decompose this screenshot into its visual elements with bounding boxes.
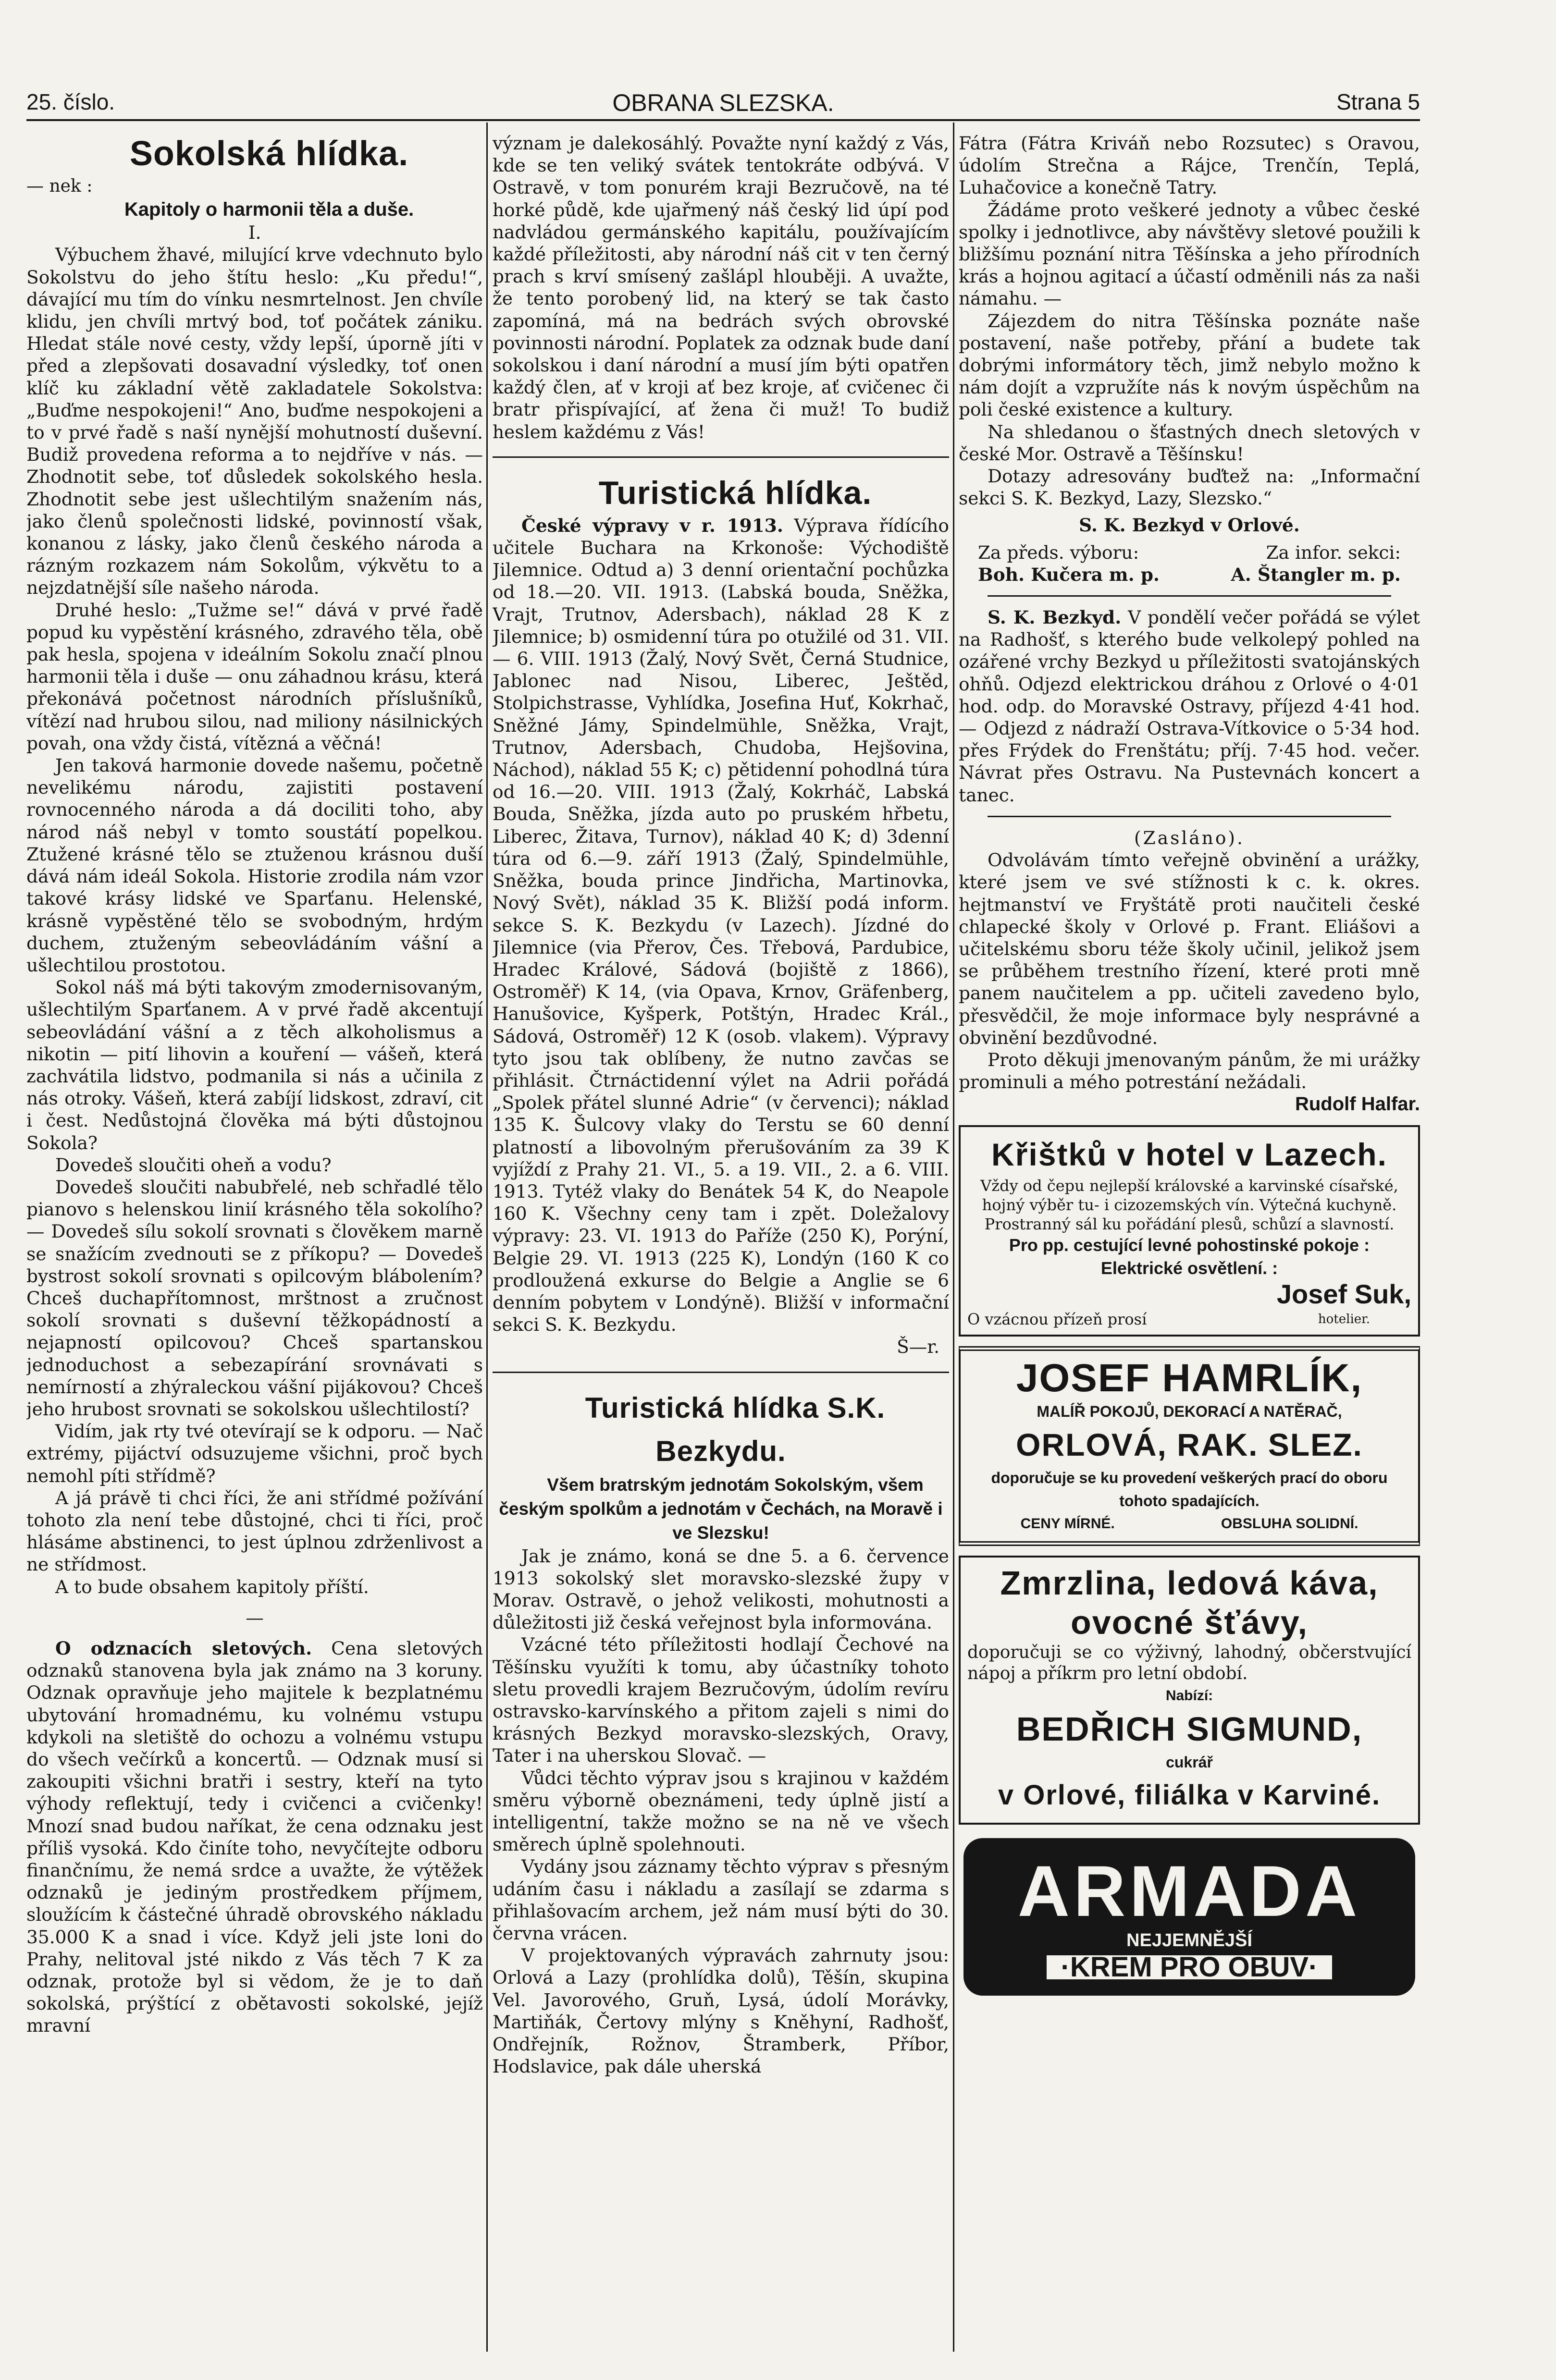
ad-confectioner-title: Zmrzlina, ledová káva, ovocné šťávy, — [1000, 1564, 1379, 1641]
article-subtitle: Kapitoly o harmonii těla a duše. — [124, 199, 414, 221]
issue-number: 25. číslo. — [26, 89, 115, 114]
ad-armada — [963, 1838, 1415, 1996]
ad-hotel-owner: Josef Suk, — [1276, 1278, 1411, 1309]
zaslano-signature: Rudolf Halfar. — [1295, 1093, 1420, 1115]
section-dash: — — [246, 1607, 264, 1628]
article-paragraph: Jak je známo, koná se dne 5. a 6. července 1913 sokolský slet moravsko-slezské župy v Morav. Ostravě, o jehož velikosti, mohutnosti a důležitosti již česká veřejnost byla informována. — [493, 1545, 949, 1633]
ad-painter-prices: CENY MÍRNÉ. — [1020, 1515, 1115, 1532]
continued-text: Fátra (Fátra Kriváň nebo Rozsutec) s Oravou, údolím Strečna a Rájce, Trenčín, Teplá, Luhačovice a konečně Tatry. — [959, 133, 1420, 198]
ad-armada-product: ·KREM PRO OBUV· — [1047, 1955, 1333, 1979]
chapter-number: I. — [248, 222, 261, 244]
ad-painter-service: OBSLUHA SOLIDNÍ. — [1221, 1515, 1358, 1532]
signature-names — [959, 564, 1420, 586]
expeditions-title: České výpravy v r. 1913. — [521, 515, 783, 536]
newspaper-title: OBRANA SLEZSKA. — [612, 89, 834, 116]
expeditions-signature: Š—r. — [897, 1336, 939, 1358]
article-paragraph: Výbuchem žhavé, milující krve vdechnuto bylo Sokolstvu do jeho štítu heslo: „Ku předu!“, dávající mu tím do vínku nesmrtelnost. Jen chvíle klidu, jen chvíli mrtvý bod, toť počátek zániku. Hledat stále nové cesty, vždy lepší, úporně jíti v před a zlepšovati dosavadní výsledky, toť onen klíč ku základní větě zakladatele Sokolstva: „Buďme nespokojeni!“ Ano, buďme nespokojeni a to v prvé řadě s naší nynější mohutností duševní. Budiž provedena reforma a to nejdříve v nás. — Zhodnotit sebe, toť důsledek sokolského hesla. Zhodnotit sebe jest ušlechtilým snažením nás, jako členů společnosti lidské, povinností však, konanou z lásky, jako členů českého národa a rázným rozkazem nám Sokolům, výkvětu to a nejzdatnější síle našeho národa. — [26, 244, 483, 599]
ad-hotel-title: Křištků v hotel v Lazech. — [991, 1136, 1387, 1172]
expeditions-text: Výprava řídícího učitele Buchara na Krkonoše: Východiště Jilemnice. Odtud a) 3 denní orientační pochůzka od 18.—20. VII. 1913. (Labská bouda, Sněžka, Vrajt, Trutnov, Adersbach), náklad 28 K z Jilemnice; b) osmidenní túra po otužilé od 31. VII. — 6. VIII. 1913 (Žalý, Nový Svět, Černá Studnice, Jablonec nad Nisou, Liberec, Ještěd, Stolpichstrasse, Vyhlídka, Josefina Huť, Kokrhač, Sněžné Jámy, Spindelmühle, Sněžka, Vrajt, Trutnov, Adersbach, Chudoba, Hejšovina, Náchod), náklad 55 K; c) pětidenní pohodlná túra od 16.—20. VIII. 1913 (Žalý, Kokrháč, Labská Bouda, Sněžka, jízda auto po pruském hřbetu, Liberec, Žitava, Turnov), náklad 40 K; d) 3denní túra od 6.—9. září 1913 (Žalý, Spindelmühle, Sněžka, bouda prince Jindřicha, Martinovka, Nový Svět), náklad 35 K. Bližší podá inform. sekce S. K. Bezkydu (v Lazech). Jízdné do Jilemnice (via Přerov, Čes. Třebová, Pardubice, Hradec Králové, Sádová (bojiště z 1866), Ostroměř) K 14, (via Opava, Krnov, Gräfenberg, Hanušovice, Kyšperk, Potštýn, Hradec Král., Sádová, Ostroměř) 12 K (osob. vlakem). Výpravy tyto jsou tak oblíbeny, že nutno zavčas se přihlásit. Čtrnáctidenní výlet na Adrii pořádá „Spolek přátel slunné Adrie“ (v červenci); náklad 135 K. Šulcovy vlaky do Terstu se 60 denní platností a libovolným přerušováním za 39 K vyjíždí z Prahy 21. VI., 5. a 19. VII., 2. a 6. VIII. 1913. Tytéž vlaky do Benátek 54 K, do Neapole 160 K. Všechny ceny tam i zpět. Doležalovy výpravy: 23. VI. 1913 do Paříže (250 K), Porýní, Belgie 29. VI. 1913 (225 K), Londýn (160 K co prodloužená exkurse do Belgie a Anglie se 6 denním pobytem v Londýně). Bližší v informační sekci S. K. Bezkydu. — [493, 515, 949, 1336]
ad-confectioner-text: doporučuji se co výživný, lahodný, občerstvující nápoj a příkrm pro letní období. — [967, 1642, 1411, 1683]
article-paragraph: Dovedeš sloučiti nabubřelé, neb schřadlé tělo pianovo s helenskou linií krásného těla sokolího? — Dovedeš sílu sokolí srovnati s člověkem marně se snažícím zvednouti se z příkopu? — Dovedeš bystrost sokolí srovnati s opilcovým blábolením? Chceš duchapřítomnost, mrštnost a zručnost sokolí srovnati s duševní těžkopádností a nejapností opilcovou? Chceš spartanskou jednoduchost a sebezapírání srovnávati s nemírností a zhýraleckou vášní pijákovou? Chceš jeho hrubost srovnati se sokolskou ušlechtilostí? — [26, 1176, 483, 1420]
badge-article-text: Cena sletových odznaků stanovena byla jak známo na 3 koruny. Odznak opravňuje jeho majitele k bezplatnému ubytování hromadnému, ku volnému vstupu kdykoli na sletiště do ochozu a volnému vstupu do všech večírků a koncertů. — Odznak musí si zakoupiti všichni bratři i sestry, kteří na tyto výhody reflektují, tedy i cvičenci a cvičenky! Mnozí snad budou naříkat, že cena odznaku jest příliš vysoká. Kdo činíte toho, nevyčítejte odboru finančnímu, že nemá srdce a uvažte, že výtěžek odznaků je jediným prostředkem příjmem, sloužícím k částečné úhradě obrovského nákladu 35.000 K a snad i více. Když jeli jste loni do Prahy, nelitoval jsté nikdo z Vás těch 7 K za odznak, protože byl si vědom, že je to daň sokolská, prýštící z obětavosti sokolské, jejíž mravní — [26, 1638, 483, 2036]
signature-roles — [959, 541, 1420, 564]
ad-hotel-role: hotelier. — [1318, 1312, 1370, 1326]
article-paragraph: Odvolávám tímto veřejně obvinění a urážky, které jsem ve své stížnosti k c. k. okres. hejtmanství ve Fryštátě proti naučiteli české chlapecké školy v Orlové p. Frant. Eliášovi a učitelskému sboru téže školy učinil, jelikož jsem se průběhem trestního řízení, které proti mně panem naučitelem a pp. učiteli zavedeno bylo, přesvědčil, že moje informace byly nesprávné a obvinění bezdůvodné. — [959, 849, 1420, 1048]
ad-confectioner — [959, 1556, 1420, 1825]
club-name: S. K. Bezkyd v Orlové. — [1079, 515, 1300, 536]
article-paragraph: A já právě ti chci říci, že ani střídmé požívání tohoto zla není tebe důstojné, chci ti říci, proč hlásáme abstinenci, to jest úplnou zdrženlivost a ne střídmost. — [26, 1487, 483, 1575]
article-paragraph: Vzácné této příležitosti hodlají Čechové na Těšínsku využíti k tomu, aby účastníky tohoto sletu provedli krajem Bezručovým, údolím revíru ostravsko-karvínského a přitom zajeli s nimi do krásných Bezkyd moravsko-slezských, Oravy, Tater i na uherskou Slovač. — — [493, 1634, 949, 1767]
expeditions-article — [493, 515, 949, 1336]
article-paragraph: Na shledanou o šťastných dnech sletových v české Mor. Ostravě a Těšínsku! — [959, 421, 1420, 465]
ad-painter-town: ORLOVÁ, RAK. SLEZ. — [1016, 1426, 1363, 1462]
column-3 — [959, 132, 1420, 2342]
header-rule — [26, 119, 1420, 121]
bezkyd-address: Všem bratrským jednotám Sokolským, všem českým spolkům a jednotám v Čechách, na Moravě i ve Slezsku! — [499, 1474, 943, 1543]
column-1 — [26, 132, 483, 2342]
ad-hotel-text: Vždy od čepu nejlepší královské a karvinské císařské, hojný výběr tu- i cizozemských vín. Výtečná kuchyně. Prostranný sál ku pořádání plesů, schůzí a slavností. — [980, 1176, 1398, 1233]
article-paragraph: Sokol náš má býti takovým zmodernisovaným, ušlechtilým Sparťanem. A v prvé řadě akcentují sebeovládání vášní a z těch alkoholismus a nikotin — pití lihovin a kouření — vášeň, která zachvátila lidstvo, podmanila si nás a učinila z nás otroky. Vášeň, která zabíjí lidskost, zdraví, cit i čest. Nedůstojná člověka má býti důstojnou Sokola? — [26, 977, 483, 1153]
sokol-section-title: Sokolská hlídka. — [129, 135, 409, 173]
section-rule — [988, 595, 1391, 597]
article-paragraph: Dotazy adresovány buďtež na: „Informační sekci S. K. Bezkyd, Lazy, Slezsko.“ — [959, 466, 1420, 509]
ad-confectioner-offer: Nabízí: — [1165, 1687, 1213, 1704]
article-paragraph: Jen taková harmonie dovede našemu, početně nevelikému národu, zajistiti postavení rovnocenného národa a dá dociliti toho, aby národ náš nebyl v tomto soustátí popelkou. Ztužené krásné tělo se ztuženou krásnou duší dává nám ideál Sokola. Historie zrodila nám vzor takové krásy lidské ve Sparťanu. Helenské, krásně vypěstěné tělo se svobodným, hrdým duchem, ztuženým sebeovládáním vášní a ušlechtilou prostotou. — [26, 755, 483, 976]
signature-right-role: Za infor. sekci: — [1266, 541, 1401, 563]
signature-left-name: Boh. Kučera m. p. — [978, 564, 1160, 585]
article-paragraph: Zájezdem do nitra Těšínska poznáte naše postavení, naše potřeby, přání a budete tak dobrými informátory těch, jimž nebylo možno k nám dojít a vzpružíte nás k novým úspěchům na poli české existence a kultury. — [959, 310, 1420, 420]
section-rule — [988, 816, 1391, 817]
article-paragraph: Vůdci těchto výprav jsou s krajinou v každém směru výborně obeznámeni, tedy úplně jistí a intelligentní, takže možno se na ně ve všech směrech úplně spolehnouti. — [493, 1767, 949, 1855]
article-paragraph: A to bude obsahem kapitoly příští. — [55, 1576, 369, 1597]
radhost-trip — [959, 606, 1420, 806]
ad-armada-tag: NEJJEMNĚJŠÍ — [1126, 1930, 1252, 1951]
section-rule — [493, 1372, 949, 1373]
page-header — [26, 89, 1420, 123]
ad-hotel-greeting: O vzácnou přízeň prosí — [967, 1310, 1147, 1328]
ad-confectioner-name: BEDŘICH SIGMUND, — [1016, 1710, 1363, 1748]
bezkyd-section-title: Turistická hlídka S.K. Bezkydu. — [585, 1391, 886, 1467]
radhost-title: S. K. Bezkyd. — [988, 607, 1122, 628]
author-byline: — nek : — [26, 176, 93, 196]
ad-painter-footer — [967, 1512, 1411, 1535]
ad-hotel-footer — [967, 1278, 1411, 1329]
article-paragraph: V projektovaných výpravách zahrnuty jsou: Orlová a Lazy (prohlídka dolů), Těšín, skupina Vel. Javorového, Gruň, Lysá, údolí Morávky, Martiňák, Čertovy mlýny s Kněhyní, Radhošť, Ondřejník, Rožnov, Štramberk, Příbor, Hodslavice, pak dále uherská — [493, 1945, 949, 2077]
zaslano-title: (Zasláno). — [1134, 827, 1245, 848]
ad-painter-trade: MALÍŘ POKOJŮ, DEKORACÍ A NATĚRAČ, — [1037, 1402, 1342, 1420]
article-paragraph: Vydány jsou záznamy těchto výprav s přesným udáním času i nákladu a zasílají se zdarma s přihlašovacím archem, jež nám musí býti do 30. června vrácen. — [493, 1856, 949, 1944]
page-number: Strana 5 — [1336, 89, 1420, 114]
signature-left-role: Za předs. výboru: — [978, 541, 1139, 563]
ad-hotel-rooms: Pro pp. cestující levné pohostinské pokoje : Elektrické osvětlení. : — [1009, 1235, 1370, 1278]
column-divider-1 — [486, 123, 488, 2352]
ad-armada-brand: ARMADA — [1017, 1850, 1361, 1931]
ad-confectioner-role: cukrář — [1166, 1753, 1213, 1771]
column-divider-2 — [953, 123, 954, 2352]
radhost-text: V pondělí večer pořádá se výlet na Radhošť, s kterého bude velkolepý pohled na ozářené vrchy Bezkyd u příležitosti svatojánských ohňů. Odjezd elektrickou dráhou z Orlové o 4·01 hod. odp. do Moravské Ostravy, příjezd 4·41 hod. — Odjezd z nádraží Ostrava-Vítkovice o 5·34 hod. přes Frýdek do Frenštátu; příj. 7·45 hod. večer. Návrat přes Ostravu. Na Pustevnách koncert a tanec. — [959, 607, 1420, 806]
section-rule — [493, 456, 949, 458]
column-2 — [493, 132, 949, 2342]
tourist-section-title: Turistická hlídka. — [598, 474, 872, 511]
continued-text: význam je dalekosáhlý. Považte nyní každý z Vás, kde se ten veliký svátek tentokráte odbývá. V Ostravě, v tom ponurém kraji Bezručově, na té horké půdě, kde ujařmený náš český lid úpí pod nadvládou germánského kapitálu, používajícím každé příležitosti, aby národní náš cit v ten černý prach s krví smísený zašlápl hlouběji. A uvažte, že tento porobený lid, na který se tak často zapomíná, má na bedrách svých obrovské povinnosti národní. Poplatek za odznak bude daní sokolskou i daní národní a musí jím býti opatřen každý člen, ať v kroji ať bez kroje, ať cvičenec či bratr přispívající, ať žena či muž! To budiž heslem každému z Vás! — [493, 133, 949, 442]
ad-painter-name: JOSEF HAMRLÍK, — [1016, 1356, 1363, 1400]
ad-confectioner-place: v Orlové, filiálka v Karviné. — [998, 1779, 1381, 1811]
ad-painter — [959, 1346, 1420, 1546]
article-paragraph: Žádáme proto veškeré jednoty a vůbec české spolky i jednotlivce, aby návštěvy sletové použili k bližšímu poznání nitra Těšínska a jeho přírodních krás a hojnou agitací a účastí odměnili nás za naši námahu. — — [959, 199, 1420, 309]
badge-article-title: O odznacích sletových. — [55, 1638, 312, 1659]
badge-article — [26, 1637, 483, 2037]
ad-hotel-owner-block — [1276, 1278, 1411, 1329]
ad-hotel — [959, 1125, 1420, 1337]
article-paragraph: Dovedeš sloučiti oheň a vodu? — [55, 1154, 332, 1176]
article-paragraph: Proto děkuji jmenovaným pánům, že mi urážky prominuli a mého potrestání nežádali. — [959, 1049, 1420, 1093]
article-paragraph: Vidím, jak rty tvé otevírají se k odporu. — Nač extrémy, pijáctví odsuzujeme všichni, proč bych nemohl píti střídmě? — [26, 1421, 483, 1486]
article-paragraph: Druhé heslo: „Tužme se!“ dává v prvé řadě popud ku vypěstění krásného, zdravého těla, obě pak hesla, spojena v ideálním Sokolu značí plnou harmonii těla i duše — onu záhadnou krásu, která překonává početnost národních příslušníků, vítězí nad hrubou silou, nad miliony násilnických povah, ona vždy čistá, vítězná a věčná! — [26, 599, 483, 754]
signature-right-name: A. Štangler m. p. — [1231, 564, 1401, 585]
ad-painter-text: doporučuje se ku provedení veškerých prací do oboru tohoto spadajících. — [991, 1469, 1388, 1509]
